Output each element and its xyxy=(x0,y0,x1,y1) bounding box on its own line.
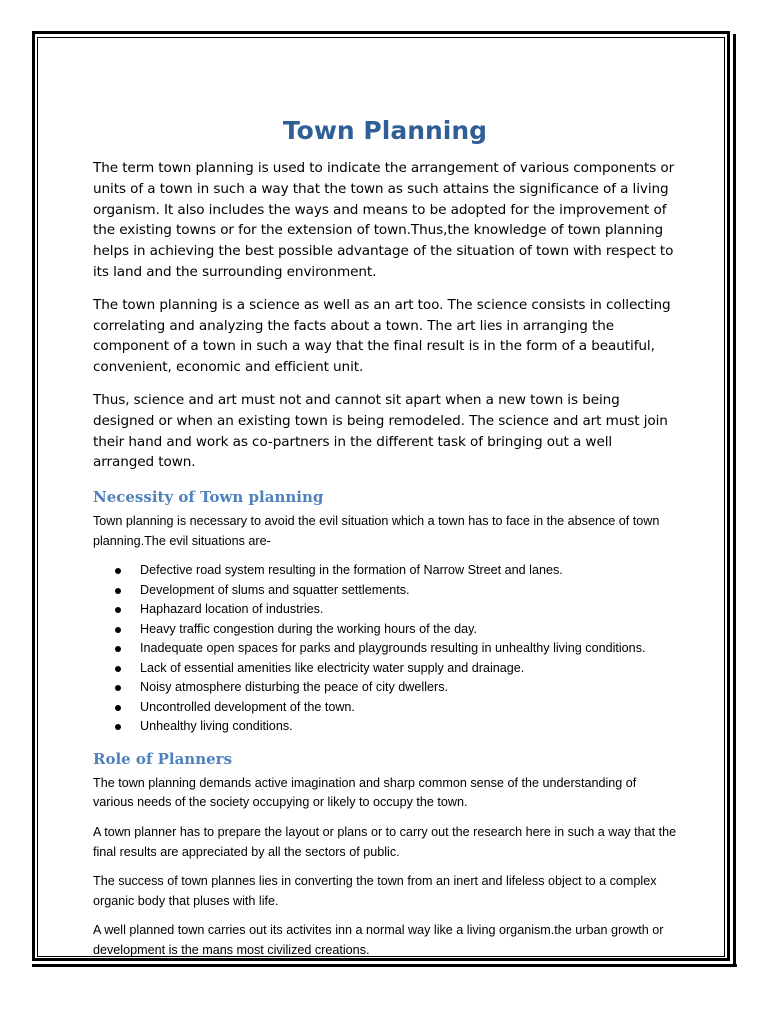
document-body xyxy=(93,112,677,971)
intro-paragraph: Thus, science and art must not and cannot sit apart when a new town is being designed or when an existing town is being remodeled. The science and art must join their hand and work as co-partners in the different task of bringing out a well arranged town. xyxy=(93,391,668,471)
list-item-text: Lack of essential amenities like electricity water supply and drainage. xyxy=(140,660,525,675)
list-item xyxy=(93,698,677,718)
bullet-icon xyxy=(115,607,121,613)
planners-paragraph: The town planning demands active imagination and sharp common sense of the understanding of various needs of the society occupying or likely to occupy the town. xyxy=(93,775,637,810)
planners-paragraph: A town planner has to prepare the layout or plans or to carry out the research here in such a way that the final results are appreciated by all the sectors of public. xyxy=(93,825,677,859)
list-item-text: Noisy atmosphere disturbing the peace of city dwellers. xyxy=(140,680,448,695)
list-item xyxy=(93,561,677,581)
list-item-text: Inadequate open spaces for parks and playgrounds resulting in unhealthy living conditions. xyxy=(140,641,646,656)
bullet-icon xyxy=(115,685,121,691)
list-item-text: Uncontrolled development of the town. xyxy=(140,699,355,714)
necessity-lead-paragraph: Town planning is necessary to avoid the evil situation which a town has to face in the absence of town planning.The evil situations are- xyxy=(93,514,660,548)
list-item xyxy=(93,620,677,640)
section-heading-necessity: Necessity of Town planning xyxy=(93,488,324,507)
intro-paragraph: The term town planning is used to indicate the arrangement of various components or units of a town in such a way that the town as such attains the significance of a living organism. It also includes the ways and means to be adopted for the improvement of the existing towns or for the extension of town.Thus,the knowledge of town planning helps in achieving the best possible advantage of the situation of town with respect to its land and the surrounding environment. xyxy=(93,160,675,280)
list-item-text: Haphazard location of industries. xyxy=(140,602,324,617)
list-item xyxy=(93,678,677,698)
planners-paragraph: A well planned town carries out its activites inn a normal way like a living organism.the urban growth or development is the mans most civilized creations. xyxy=(93,923,664,957)
planners-paragraph: The success of town plannes lies in converting the town from an inert and lifeless object to a complex organic body that pluses with life. xyxy=(93,874,657,908)
list-item xyxy=(93,639,677,659)
intro-paragraph: The town planning is a science as well as an art too. The science consists in collecting correlating and analyzing the facts about a town. The art lies in arranging the component of a town in such a way that the final result is in the form of a beautiful, convenient, economic and efficient unit. xyxy=(93,296,671,376)
bullet-icon xyxy=(115,568,121,574)
page-title: Town Planning xyxy=(282,116,488,145)
list-item-text: Development of slums and squatter settlements. xyxy=(140,582,410,597)
bullet-icon xyxy=(115,705,121,711)
bullet-icon xyxy=(115,646,121,652)
bullet-icon xyxy=(115,627,121,633)
bullet-icon xyxy=(115,666,121,672)
list-item-text: Defective road system resulting in the formation of Narrow Street and lanes. xyxy=(140,563,563,578)
list-item-text: Unhealthy living conditions. xyxy=(140,719,293,734)
list-item xyxy=(93,600,677,620)
list-item xyxy=(93,717,677,737)
bullet-icon xyxy=(115,724,121,730)
list-item xyxy=(93,581,677,601)
list-item-text: Heavy traffic congestion during the working hours of the day. xyxy=(140,621,477,636)
bullet-icon xyxy=(115,588,121,594)
list-item xyxy=(93,659,677,679)
evil-situations-list xyxy=(93,561,677,737)
section-heading-role-of-planners: Role of Planners xyxy=(93,749,233,768)
page-shadow-right xyxy=(733,34,736,967)
